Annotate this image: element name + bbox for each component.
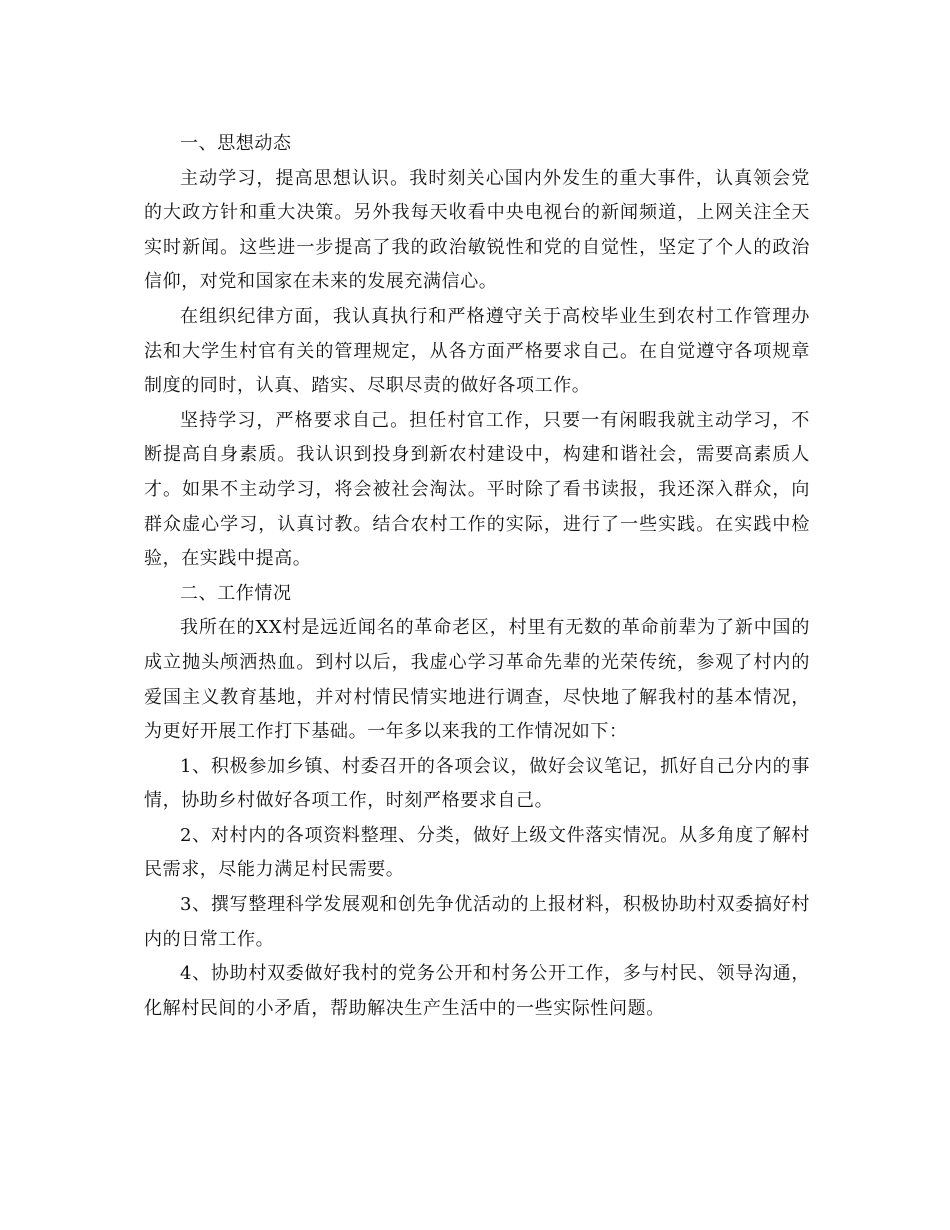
document-page (144, 127, 810, 1026)
list-item: 4、协助村双委做好我村的党务公开和村务公开工作，多与村民、领导沟通，化解村民间的小矛盾，帮助解决生产生活中的一些实际性问题。 (144, 963, 810, 1019)
paragraph-discipline: 在组织纪律方面，我认真执行和严格遵守关于高校毕业生到农村工作管理办法和大学生村官有关的管理规定，从各方面严格要求自己。在自觉遵守各项规章制度的同时，认真、踏实、尽职尽责的做好各项工作。 (144, 305, 810, 397)
section-heading-work: 二、工作情况 (180, 582, 292, 604)
paragraph-village-intro: 我所在的XX村是远近闻名的革命老区，村里有无数的革命前辈为了新中国的成立抛头颅洒热血。到村以后，我虚心学习革命先辈的光荣传统，参观了村内的爱国主义教育基地，并对村情民情实地进行调查，尽快地了解我村的基本情况，为更好开展工作打下基础。一年多以来我的工作情况如下： (144, 617, 810, 743)
list-item: 2、对村内的各项资料整理、分类，做好上级文件落实情况。从多角度了解村民需求，尽能力满足村民需要。 (144, 824, 810, 881)
list-item: 3、撰写整理科学发展观和创先争优活动的上报材料，积极协助村双委搞好村内的日常工作。 (144, 894, 810, 950)
paragraph-persistent-study: 坚持学习，严格要求自己。担任村官工作，只要一有闲暇我就主动学习，不断提高自身素质。我认识到投身到新农村建设中，构建和谐社会，需要高素质人才。如果不主动学习，将会被社会淘汰。平时除了看书读报，我还深入群众，向群众虚心学习，认真讨教。结合农村工作的实际，进行了一些实践。在实践中检验，在实践中提高。 (144, 409, 810, 570)
paragraph-active-learning: 主动学习，提高思想认识。我时刻关心国内外发生的重大事件，认真领会党的大政方针和重大决策。另外我每天收看中央电视台的新闻频道，上网关注全天实时新闻。这些进一步提高了我的政治敏锐性和党的自觉性，坚定了个人的政治信仰，对党和国家在未来的发展充满信心。 (144, 167, 810, 293)
section-heading-thoughts: 一、思想动态 (180, 133, 292, 154)
list-item: 1、积极参加乡镇、村委召开的各项会议，做好会议笔记，抓好自己分内的事情，协助乡村做好各项工作，时刻严格要求自己。 (144, 755, 810, 812)
